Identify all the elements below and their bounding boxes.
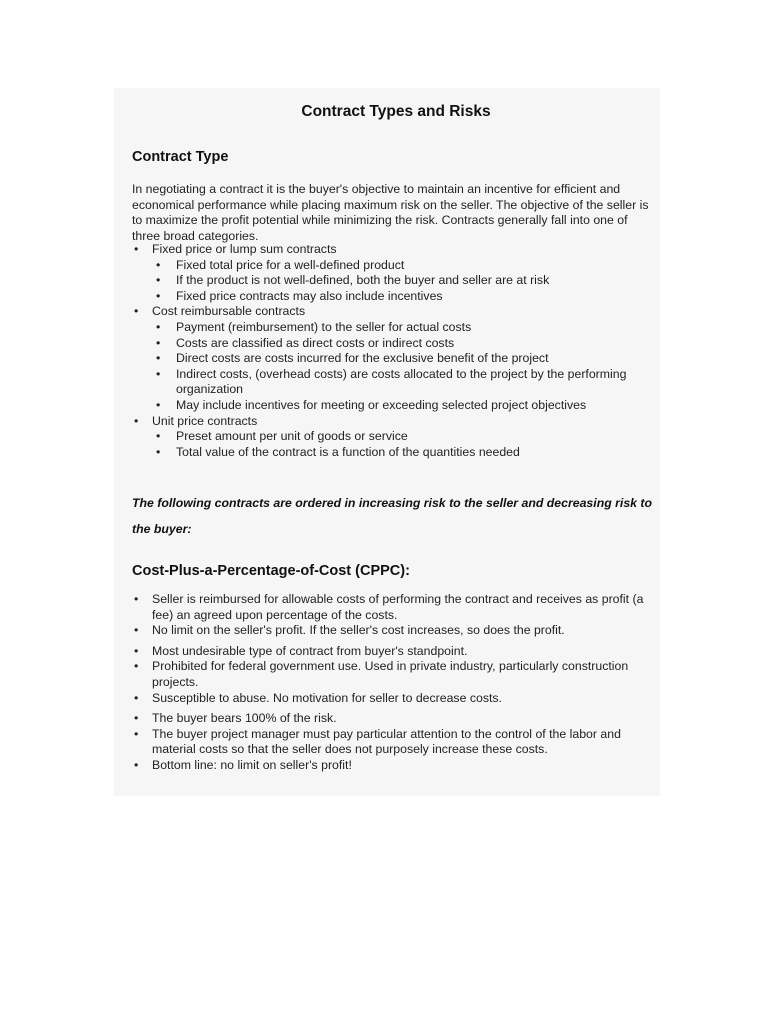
- bullet-icon: •: [134, 242, 139, 256]
- list-item: • Direct costs are costs incurred for the exclusive benefit of the project: [156, 351, 549, 366]
- category-label: Fixed price or lump sum contracts: [152, 242, 337, 256]
- list-item: • Total value of the contract is a function of the quantities needed: [156, 444, 520, 459]
- sub-list: [152, 429, 660, 460]
- bullet-icon: •: [156, 351, 161, 366]
- bullet-icon: •: [134, 413, 139, 428]
- list-item: • Fixed price contracts may also include incentives: [156, 288, 443, 303]
- bullet-icon: •: [156, 429, 161, 444]
- bullet-icon: •: [156, 319, 161, 334]
- bullet-icon: •: [156, 288, 161, 303]
- sub-list: [152, 258, 660, 305]
- list-item: • Payment (reimbursement) to the seller for actual costs: [156, 319, 472, 334]
- list-item: • Indirect costs, (overhead costs) are costs allocated to the project by the performing organization: [156, 366, 627, 397]
- list-item: • If the product is not well-defined, both the buyer and seller are at risk: [156, 273, 550, 288]
- list-item: • Bottom line: no limit on seller's profit!: [134, 757, 352, 772]
- category-label: Cost reimbursable contracts: [152, 304, 306, 319]
- bullet-icon: •: [156, 257, 161, 272]
- sub-list: [152, 320, 660, 414]
- bullet-icon: •: [156, 444, 161, 459]
- list-item: • The buyer project manager must pay particular attention to the control of the labor and material costs so that the seller does not purposely increase these costs.: [134, 726, 621, 757]
- intro-paragraph: In negotiating a contract it is the buyer's objective to maintain an incentive for efficient and economical performance while placing maximum risk on the seller. The objective of the seller is to maximize the profit potential while minimizing the risk. Contracts generally fall into one of three broad categories.: [132, 182, 649, 243]
- list-item: • Fixed total price for a well-defined product: [156, 257, 405, 272]
- document-title: Contract Types and Risks: [301, 103, 491, 120]
- bullet-icon: •: [134, 643, 139, 658]
- bullet-icon: •: [156, 273, 161, 288]
- contract-categories-list: [132, 242, 660, 460]
- list-item: • Prohibited for federal government use. Used in private industry, particularly construction projects.: [134, 659, 629, 689]
- bullet-icon: •: [134, 623, 139, 638]
- bullet-icon: •: [156, 366, 161, 381]
- bullet-icon: •: [156, 397, 161, 412]
- bullet-icon: •: [134, 726, 139, 741]
- section-heading-cppc: Cost-Plus-a-Percentage-of-Cost (CPPC):: [132, 563, 410, 579]
- list-item: • No limit on the seller's profit. If the seller's cost increases, so does the profit.: [134, 623, 565, 638]
- bullet-icon: •: [134, 304, 139, 319]
- bullet-icon: •: [134, 659, 139, 674]
- risk-order-note: The following contracts are ordered in increasing risk to the seller and decreasing risk to the buyer:: [132, 496, 653, 536]
- list-item: • Costs are classified as direct costs or indirect costs: [156, 335, 455, 350]
- category-unit-price: [132, 414, 660, 461]
- category-label: Unit price contracts: [152, 413, 258, 428]
- bullet-icon: •: [134, 757, 139, 772]
- section-heading-contract-type: Contract Type: [132, 149, 229, 165]
- category-fixed-price: [132, 242, 660, 304]
- bullet-icon: •: [134, 592, 139, 606]
- list-item: • Seller is reimbursed for allowable costs of performing the contract and receives as profit (a fee) an agreed upon percentage of the costs.: [134, 592, 644, 622]
- bullet-icon: •: [134, 690, 139, 705]
- list-item: • The buyer bears 100% of the risk.: [134, 711, 337, 726]
- bullet-icon: •: [156, 335, 161, 350]
- list-item: • Most undesirable type of contract from buyer's standpoint.: [134, 643, 468, 658]
- bullet-icon: •: [134, 711, 139, 726]
- list-item: • May include incentives for meeting or exceeding selected project objectives: [156, 397, 587, 412]
- category-cost-reimbursable: [132, 304, 660, 413]
- cppc-list: [132, 592, 660, 774]
- list-item: • Preset amount per unit of goods or service: [156, 429, 408, 444]
- list-item: • Susceptible to abuse. No motivation for seller to decrease costs.: [134, 690, 502, 705]
